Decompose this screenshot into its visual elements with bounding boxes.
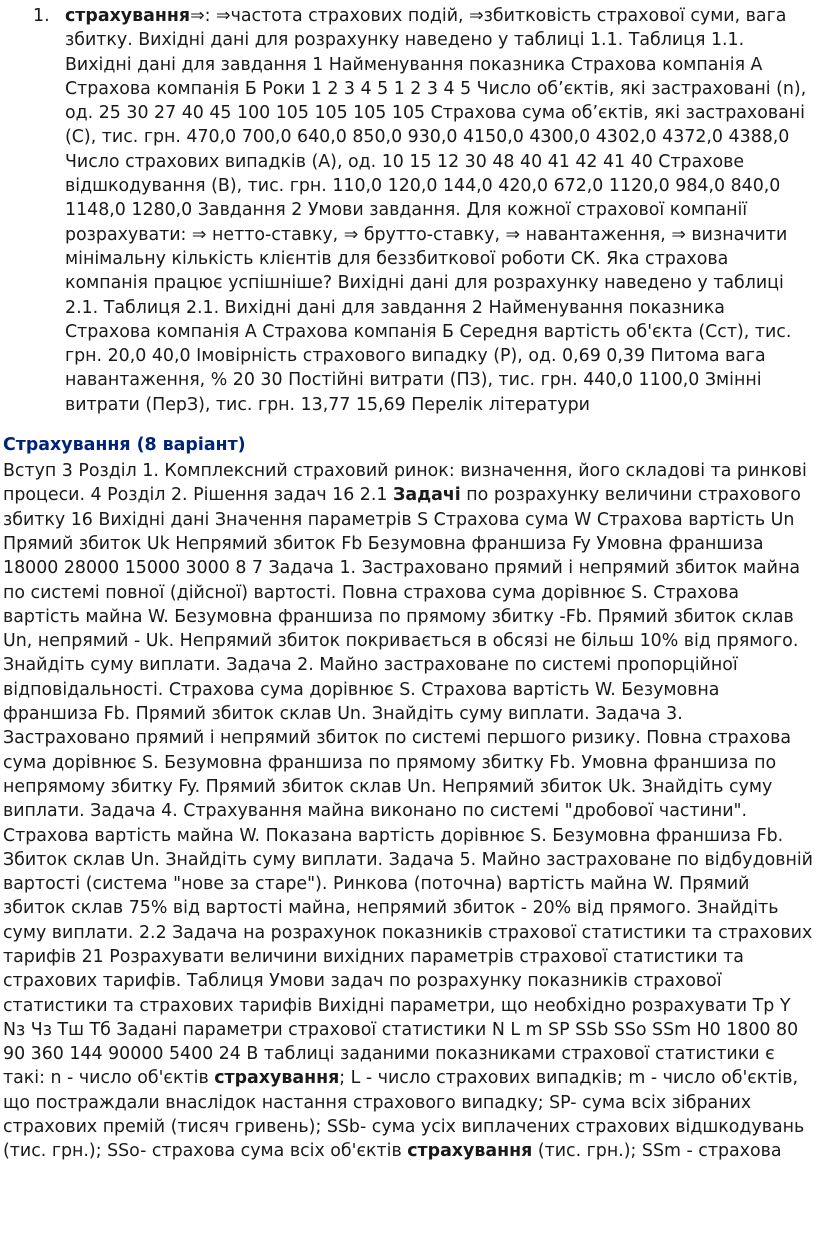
numbered-list bbox=[3, 4, 814, 417]
body-text-part-1: Вступ 3 Розділ 1. Комплексний страховий ринок: визначення, його складові та ринкові процеси. 4 Розділ 2. Рішення задач 16 2.1 bbox=[3, 461, 807, 506]
body-bold-term-2: страхування bbox=[214, 1068, 340, 1089]
list-item-marker: 1. bbox=[33, 6, 50, 26]
body-text-part-4: (тис. грн.); SSm - страхова bbox=[532, 1141, 782, 1162]
body-bold-term-1: Задачі bbox=[392, 485, 461, 506]
body-text-part-3: ; L - число страхових випадків; m - число об'єктів, що постраждали внаслідок настання страхового випадку; SP- сума всіх зібраних страхових премій (тисяч гривень); SSb- сума усіх виплачених страхових відшкодувань (тис. грн.); SSo- страхова сума всіх об'єктів bbox=[3, 1068, 805, 1162]
section-body bbox=[3, 459, 814, 1164]
section-heading: Страхування (8 варіант) bbox=[3, 435, 246, 456]
list-item-term: страхування bbox=[65, 6, 191, 26]
list-item bbox=[33, 4, 814, 417]
list-item-text: ⇒: ⇒частота страхових подій, ⇒збитковість страхової суми, вага збитку. Вихідні дані для розрахунку наведено у таблиці 1.1. Таблиця 1.1. Вихідні дані для завдання 1 Найменування показника Страхова компанія А Страхова компанія Б Роки 1 2 3 4 5 1 2 3 4 5 Число об’єктів, які застраховані (n), од. 25 30 27 40 45 100 105 105 105 105 Страхова сума об’єктів, які застраховані (С), тис. грн. 470,0 700,0 640,0 850,0 930,0 4150,0 4300,0 4302,0 4372,0 4388,0 Число страхових випадків (А), од. 10 15 12 30 48 40 41 42 41 40 Страхове відшкодування (В), тис. грн. 110,0 120,0 144,0 420,0 672,0 1120,0 984,0 840,0 1148,0 1280,0 Завдання 2 Умови завдання. Для кожної страхової компанії розрахувати: ⇒ нетто-ставку, ⇒ брутто-ставку, ⇒ навантаження, ⇒ визначити мінімальну кількість клієнтів для беззбиткової роботи СК. Яка страхова компанія працює успішніше? Вихідні дані для розрахунку наведено у таблиці 2.1. Таблиця 2.1. Вихідні дані для завдання 2 Найменування показника Страхова компанія А Страхова компанія Б Середня вартість об'єкта (Сст), тис. грн. 20,0 40,0 Імовірність страхового випадку (Р), од. 0,69 0,39 Питома вага навантаження, % 20 30 Постійні витрати (ПЗ), тис. грн. 440,0 1100,0 Змінні витрати (ПерЗ), тис. грн. 13,77 15,69 Перелік літератури bbox=[65, 6, 807, 415]
body-text-part-2: по розрахунку величини страхового збитку 16 Вихідні дані Значення параметрів S Страхова сума W Страхова вартість Un Прямий збиток Uk Непрямий збиток Fb Безумовна франшиза Fy Умовна франшиза 18000 28000 15000 3000 8 7 Задача 1. Застраховано прямий і непрямий збиток майна по системі повної (дійсної) вартості. Повна страхова сума дорівнює S. Страхова вартість майна W. Безумовна франшиза по прямому збитку -Fb. Прямий збиток склав Un, непрямий - Uk. Непрямий збиток покривається в обсязі не більш 10% від прямого. Знайдіть суму виплати. Задача 2. Майно застраховане по системі пропорційної відповідальності. Страхова сума дорівнює S. Страхова вартість W. Безумовна франшиза Fb. Прямий збиток склав Un. Знайдіть суму виплати. Задача 3. Застраховано прямий і непрямий збиток по системі першого ризику. Повна страхова сума дорівнює S. Безумовна франшиза по прямому збитку Fb. Умовна франшиза по непрямому збитку Fy. Прямий збиток склав Un. Непрямий збиток Uk. Знайдіть суму виплати. Задача 4. Страхування майна виконано по системі "дробової частини". Страхова вартість майна W. Показана вартість дорівнює S. Безумовна франшиза Fb. Збиток склав Un. Знайдіть суму виплати. Задача 5. Майно застраховане по відбудовній вартості (система "нове за старе"). Ринкова (поточна) вартість майна W. Прямий збиток склав 75% від вартості майна, непрямий збиток - 20% від прямого. Знайдіть суму виплати. 2.2 Задача на розрахунок показників страхової статистики та страхових тарифів 21 Розрахувати величини вихідних параметрів страхової статистики та страхових тарифів. Таблиця Умови задач по розрахунку показників страхової статистики та страхових тарифів Вихідні параметри, що необхідно розрахувати Тр Y Nз Чз Тш Тб Задані параметри страхової статистики N L m SP SSb SSo SSm H0 1800 80 90 360 144 90000 5400 24 В таблиці заданими показниками страхової статистики є такі: n - число об'єктів bbox=[3, 485, 813, 1089]
body-bold-term-3: страхування bbox=[407, 1141, 533, 1162]
